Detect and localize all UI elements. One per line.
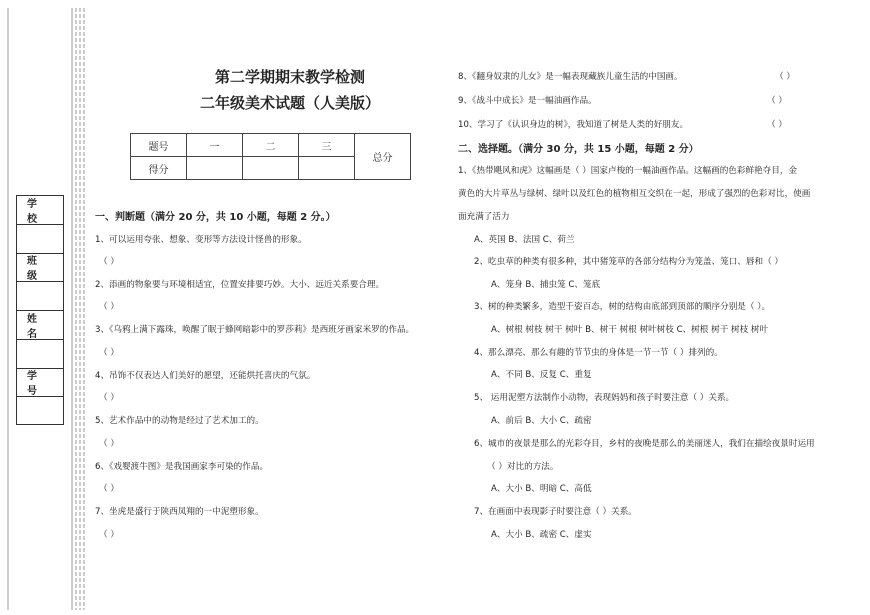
judge-answer-blank[interactable]: （ ）: [767, 96, 787, 106]
judge-answer-blank[interactable]: （ ）: [99, 439, 119, 449]
choice-options[interactable]: A、笼身 B、捕虫笼 C、笼底: [491, 280, 601, 290]
score-header-part2: 二: [243, 134, 299, 157]
choice-question: 2、吃虫草的种类有很多种，其中猪笼草的各部分结构分为笼盖、笼口、唇和（ ）: [474, 257, 783, 267]
choice-options[interactable]: A、前后 B、大小 C、疏密: [491, 416, 592, 426]
section2-title: 二、选择题。（满分 30 分，共 15 小题，每题 2 分）: [458, 144, 699, 155]
exam-title: 第二学期期末教学检测: [214, 68, 365, 86]
judge-question: 3、《乌鸦上满下露珠，唤醒了眠于蜂网暗影中的罗莎莉》是西班牙画家米罗的作品。: [95, 325, 415, 335]
judge-answer-blank[interactable]: （ ）: [99, 302, 119, 312]
choice-options[interactable]: A、不同 B、反复 C、重复: [491, 370, 592, 380]
choice-options[interactable]: A、树根 树枝 树干 树叶 B、树干 树根 树叶树枝 C、树根 树干 树枝 树叶: [491, 325, 769, 335]
judge-question: 6、《戏婴渡牛图》是我国画家李可染的作品。: [95, 462, 269, 472]
judge-question: 2、添画的物象要与环境相适宜，位置安排要巧妙。大小、远近关系要合理。: [95, 280, 385, 290]
judge-question: 5、艺术作品中的动物是经过了艺术加工的。: [95, 416, 264, 426]
judge-question: 1、可以运用夸张、想象、变形等方法设计怪兽的形象。: [95, 235, 307, 245]
judge-question: 8、《翻身奴隶的儿女》是一幅表现藏族儿童生活的中国画。: [458, 72, 683, 82]
score-cell[interactable]: [243, 157, 299, 180]
choice-question: 5、 运用泥塑方法制作小动物，表现妈妈和孩子时要注意（ ）关系。: [474, 393, 735, 403]
judge-answer-blank[interactable]: （ ）: [775, 72, 795, 82]
choice-question-line: （ ）对比的方法。: [487, 462, 559, 472]
judge-answer-blank[interactable]: （ ）: [99, 393, 119, 403]
choice-question-line: 1、《热带飓风和虎》这幅画是（ ）国家卢梭的一幅油画作品。这幅画的色彩鲜艳夺目，金: [458, 166, 798, 176]
judge-answer-blank[interactable]: （ ）: [99, 530, 119, 540]
class-field[interactable]: [17, 282, 63, 311]
judge-question: 9、《战斗中成长》是一幅油画作品。: [458, 96, 597, 106]
judge-answer-blank[interactable]: （ ）: [767, 120, 787, 130]
choice-question-line: 6、城市的夜景是那么的光彩夺目，乡村的夜晚是那么的美丽迷人，我们在描绘夜景时运用: [474, 439, 815, 449]
score-total-label: 总分: [355, 134, 411, 180]
score-table: [130, 133, 411, 180]
student-id-label: 学号: [17, 369, 63, 398]
score-cell[interactable]: [187, 157, 243, 180]
choice-question-line: 面充满了活力: [458, 212, 510, 222]
score-row-label: 得分: [131, 157, 187, 180]
choice-question-line: 黄色的大片草丛与绿树、绿叶以及红色的植物相互交织在一起，形成了强烈的色彩对比，使画: [458, 189, 811, 199]
choice-options[interactable]: A、英国 B、法国 C、荷兰: [474, 235, 575, 245]
judge-question: 10、学习了《认识身边的树》，我知道了树是人类的好朋友。: [458, 120, 689, 130]
judge-answer-blank[interactable]: （ ）: [99, 257, 119, 267]
school-label: 学校: [17, 196, 63, 225]
judge-answer-blank[interactable]: （ ）: [99, 484, 119, 494]
score-header-label: 题号: [131, 134, 187, 157]
choice-options[interactable]: A、大小 B、疏密 C、虚实: [491, 530, 592, 540]
score-header-part3: 三: [299, 134, 355, 157]
student-info-box: [16, 195, 64, 425]
judge-question: 7、坐虎是盛行于陕西凤翔的一中泥塑形象。: [95, 507, 264, 517]
score-cell[interactable]: [299, 157, 355, 180]
student-id-field[interactable]: [17, 397, 63, 426]
choice-question: 3、树的种类繁多，造型千姿百态，树的结构由底部到顶部的顺序分别是（ ）。: [474, 302, 771, 312]
class-label: 班级: [17, 254, 63, 283]
exam-subtitle: 二年级美术试题（人美版）: [199, 94, 380, 112]
section1-title: 一、判断题（满分 20 分，共 10 小题，每题 2 分。）: [95, 212, 336, 223]
choice-options[interactable]: A、大小 B、明暗 C、高低: [491, 484, 592, 494]
score-header-part1: 一: [187, 134, 243, 157]
name-field[interactable]: [17, 340, 63, 369]
school-field[interactable]: [17, 225, 63, 254]
choice-question: 4、那么漂亮、那么有趣的节节虫的身体是一节一节（ ）排列的。: [474, 348, 723, 358]
name-label: 姓名: [17, 311, 63, 340]
judge-answer-blank[interactable]: （ ）: [99, 348, 119, 358]
choice-question: 7、在画面中表现影子时要注意（ ）关系。: [474, 507, 637, 517]
judge-question: 4、吊饰不仅表达人们美好的愿望，还能烘托喜庆的气氛。: [95, 371, 316, 381]
